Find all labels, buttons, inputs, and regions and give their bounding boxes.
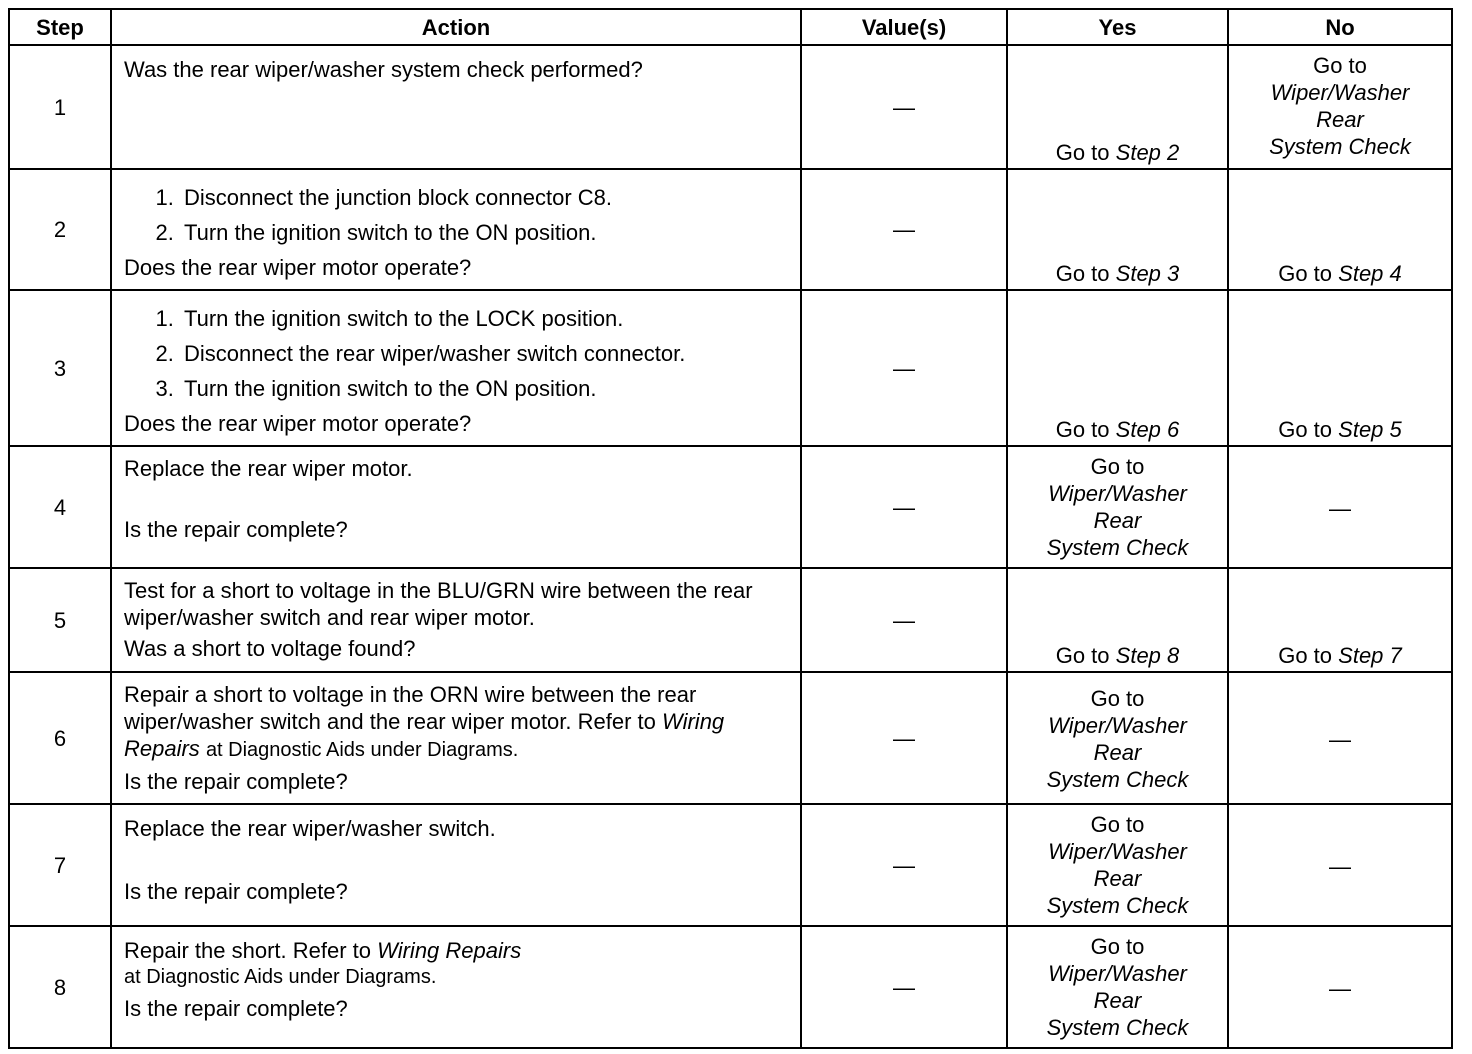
spacer bbox=[124, 842, 788, 870]
action-cell bbox=[111, 169, 801, 290]
yes-link-wiper-washer[interactable]: Wiper/Washer bbox=[1048, 713, 1187, 738]
yes-link-rear[interactable]: Rear bbox=[1093, 740, 1142, 765]
no-link-wiper-washer[interactable]: Wiper/Washer bbox=[1270, 80, 1410, 105]
value-cell: — bbox=[801, 568, 1007, 672]
header-action: Action bbox=[111, 9, 801, 45]
list-item: 1. Disconnect the junction block connector C8. bbox=[180, 180, 788, 215]
no-step-link[interactable]: Step 4 bbox=[1338, 261, 1402, 286]
yes-link-system-check[interactable]: System Check bbox=[1046, 1015, 1189, 1040]
action-steps-list bbox=[124, 180, 788, 250]
wiring-repairs-link[interactable]: Wiring Repairs bbox=[124, 709, 725, 761]
action-question: Is the repair complete? bbox=[124, 996, 348, 1021]
table-row bbox=[9, 568, 1452, 672]
action-question: Does the rear wiper motor operate? bbox=[124, 411, 472, 436]
value-cell: — bbox=[801, 672, 1007, 804]
table-row bbox=[9, 169, 1452, 290]
go-to-label: Go to bbox=[1313, 53, 1367, 78]
step-number: 7 bbox=[9, 804, 111, 926]
yes-step-link[interactable]: Step 8 bbox=[1115, 643, 1180, 668]
wiring-repairs-link[interactable]: Wiring Repairs bbox=[377, 938, 522, 963]
value-cell: — bbox=[801, 290, 1007, 446]
go-to-label: Go to bbox=[1090, 686, 1145, 711]
yes-link-system-check[interactable]: System Check bbox=[1046, 893, 1189, 918]
header-no: No bbox=[1228, 9, 1452, 45]
step-number: 2 bbox=[9, 169, 111, 290]
action-question: Was a short to voltage found? bbox=[124, 636, 416, 661]
table-row bbox=[9, 804, 1452, 926]
step-number: 3 bbox=[9, 290, 111, 446]
list-item: 2. Disconnect the rear wiper/washer switch connector. bbox=[180, 336, 788, 371]
spacer bbox=[124, 482, 788, 510]
no-cell: — bbox=[1228, 926, 1452, 1048]
no-link-system-check[interactable]: System Check bbox=[1269, 134, 1411, 159]
action-question: Is the repair complete? bbox=[124, 879, 348, 904]
action-cell bbox=[111, 446, 801, 568]
no-cell bbox=[1228, 169, 1452, 290]
action-cell bbox=[111, 804, 801, 926]
yes-cell bbox=[1007, 169, 1228, 290]
action-cell bbox=[111, 926, 801, 1048]
go-to-label: Go to bbox=[1278, 643, 1333, 668]
table-row bbox=[9, 45, 1452, 169]
step-number: 5 bbox=[9, 568, 111, 672]
go-to-label: Go to bbox=[1090, 812, 1145, 837]
action-question: Was the rear wiper/washer system check performed? bbox=[124, 57, 643, 82]
action-text: Test for a short to voltage in the BLU/GRN wire between the rear wiper/washer switch and rear wiper motor. bbox=[124, 578, 753, 630]
value-cell: — bbox=[801, 804, 1007, 926]
yes-link-wiper-washer[interactable]: Wiper/Washer bbox=[1048, 839, 1187, 864]
action-text-after: at Diagnostic Aids under Diagrams. bbox=[124, 966, 437, 988]
yes-link-system-check[interactable]: System Check bbox=[1046, 535, 1189, 560]
header-values: Value(s) bbox=[801, 9, 1007, 45]
value-cell: — bbox=[801, 169, 1007, 290]
action-text-main: Repair the short. Refer to bbox=[124, 938, 372, 963]
yes-cell bbox=[1007, 926, 1228, 1048]
action-text bbox=[124, 677, 788, 764]
step-number: 1 bbox=[9, 45, 111, 169]
no-link-rear[interactable]: Rear bbox=[1316, 107, 1364, 132]
action-text-main: Repair a short to voltage in the ORN wire between the rear wiper/washer switch and the rear wiper motor. Refer to bbox=[124, 682, 697, 734]
go-to-label: Go to bbox=[1055, 261, 1110, 286]
header-step: Step bbox=[9, 9, 111, 45]
step-number: 4 bbox=[9, 446, 111, 568]
yes-link-rear[interactable]: Rear bbox=[1093, 508, 1142, 533]
no-cell bbox=[1228, 568, 1452, 672]
action-cell bbox=[111, 568, 801, 672]
yes-cell bbox=[1007, 290, 1228, 446]
no-step-link[interactable]: Step 5 bbox=[1338, 417, 1402, 442]
yes-cell bbox=[1007, 45, 1228, 169]
table-row bbox=[9, 446, 1452, 568]
list-item: 2. Turn the ignition switch to the ON position. bbox=[180, 215, 788, 250]
yes-link-rear[interactable]: Rear bbox=[1093, 988, 1142, 1013]
action-question: Does the rear wiper motor operate? bbox=[124, 255, 472, 280]
action-text bbox=[124, 931, 788, 964]
go-to-label: Go to bbox=[1055, 140, 1110, 165]
go-to-label: Go to bbox=[1278, 417, 1333, 442]
go-to-label: Go to bbox=[1278, 261, 1333, 286]
yes-link-wiper-washer[interactable]: Wiper/Washer bbox=[1048, 961, 1187, 986]
list-item: 1. Turn the ignition switch to the LOCK position. bbox=[180, 301, 788, 336]
action-question: Is the repair complete? bbox=[124, 517, 348, 542]
table-row bbox=[9, 290, 1452, 446]
yes-step-link[interactable]: Step 6 bbox=[1115, 417, 1180, 442]
yes-cell bbox=[1007, 804, 1228, 926]
step-number: 6 bbox=[9, 672, 111, 804]
go-to-label: Go to bbox=[1090, 934, 1145, 959]
go-to-label: Go to bbox=[1090, 454, 1145, 479]
action-steps-list bbox=[124, 301, 788, 406]
diagnostic-table-document bbox=[8, 8, 1453, 1049]
no-cell: — bbox=[1228, 672, 1452, 804]
value-cell: — bbox=[801, 446, 1007, 568]
list-item: 3. Turn the ignition switch to the ON position. bbox=[180, 371, 788, 406]
table-row bbox=[9, 672, 1452, 804]
yes-link-rear[interactable]: Rear bbox=[1093, 866, 1142, 891]
yes-cell bbox=[1007, 568, 1228, 672]
action-text: Replace the rear wiper motor. bbox=[124, 456, 413, 481]
yes-cell bbox=[1007, 446, 1228, 568]
no-cell bbox=[1228, 45, 1452, 169]
action-cell bbox=[111, 290, 801, 446]
no-cell bbox=[1228, 290, 1452, 446]
diagnostic-table bbox=[8, 8, 1453, 1049]
go-to-label: Go to bbox=[1055, 643, 1110, 668]
step-number: 8 bbox=[9, 926, 111, 1048]
yes-step-link[interactable]: Step 2 bbox=[1115, 140, 1180, 165]
yes-link-system-check[interactable]: System Check bbox=[1046, 767, 1189, 792]
no-step-link[interactable]: Step 7 bbox=[1338, 643, 1402, 668]
value-cell: — bbox=[801, 45, 1007, 169]
header-yes: Yes bbox=[1007, 9, 1228, 45]
action-cell bbox=[111, 45, 801, 169]
action-text-after: at Diagnostic Aids under Diagrams. bbox=[205, 739, 519, 761]
yes-cell bbox=[1007, 672, 1228, 804]
action-text: Replace the rear wiper/washer switch. bbox=[124, 816, 496, 841]
go-to-label: Go to bbox=[1055, 417, 1110, 442]
value-cell: — bbox=[801, 926, 1007, 1048]
yes-link-wiper-washer[interactable]: Wiper/Washer bbox=[1048, 481, 1187, 506]
no-cell: — bbox=[1228, 804, 1452, 926]
table-row bbox=[9, 926, 1452, 1048]
action-cell bbox=[111, 672, 801, 804]
no-cell: — bbox=[1228, 446, 1452, 568]
yes-step-link[interactable]: Step 3 bbox=[1115, 261, 1180, 286]
header-row bbox=[9, 9, 1452, 45]
action-question: Is the repair complete? bbox=[124, 769, 348, 794]
